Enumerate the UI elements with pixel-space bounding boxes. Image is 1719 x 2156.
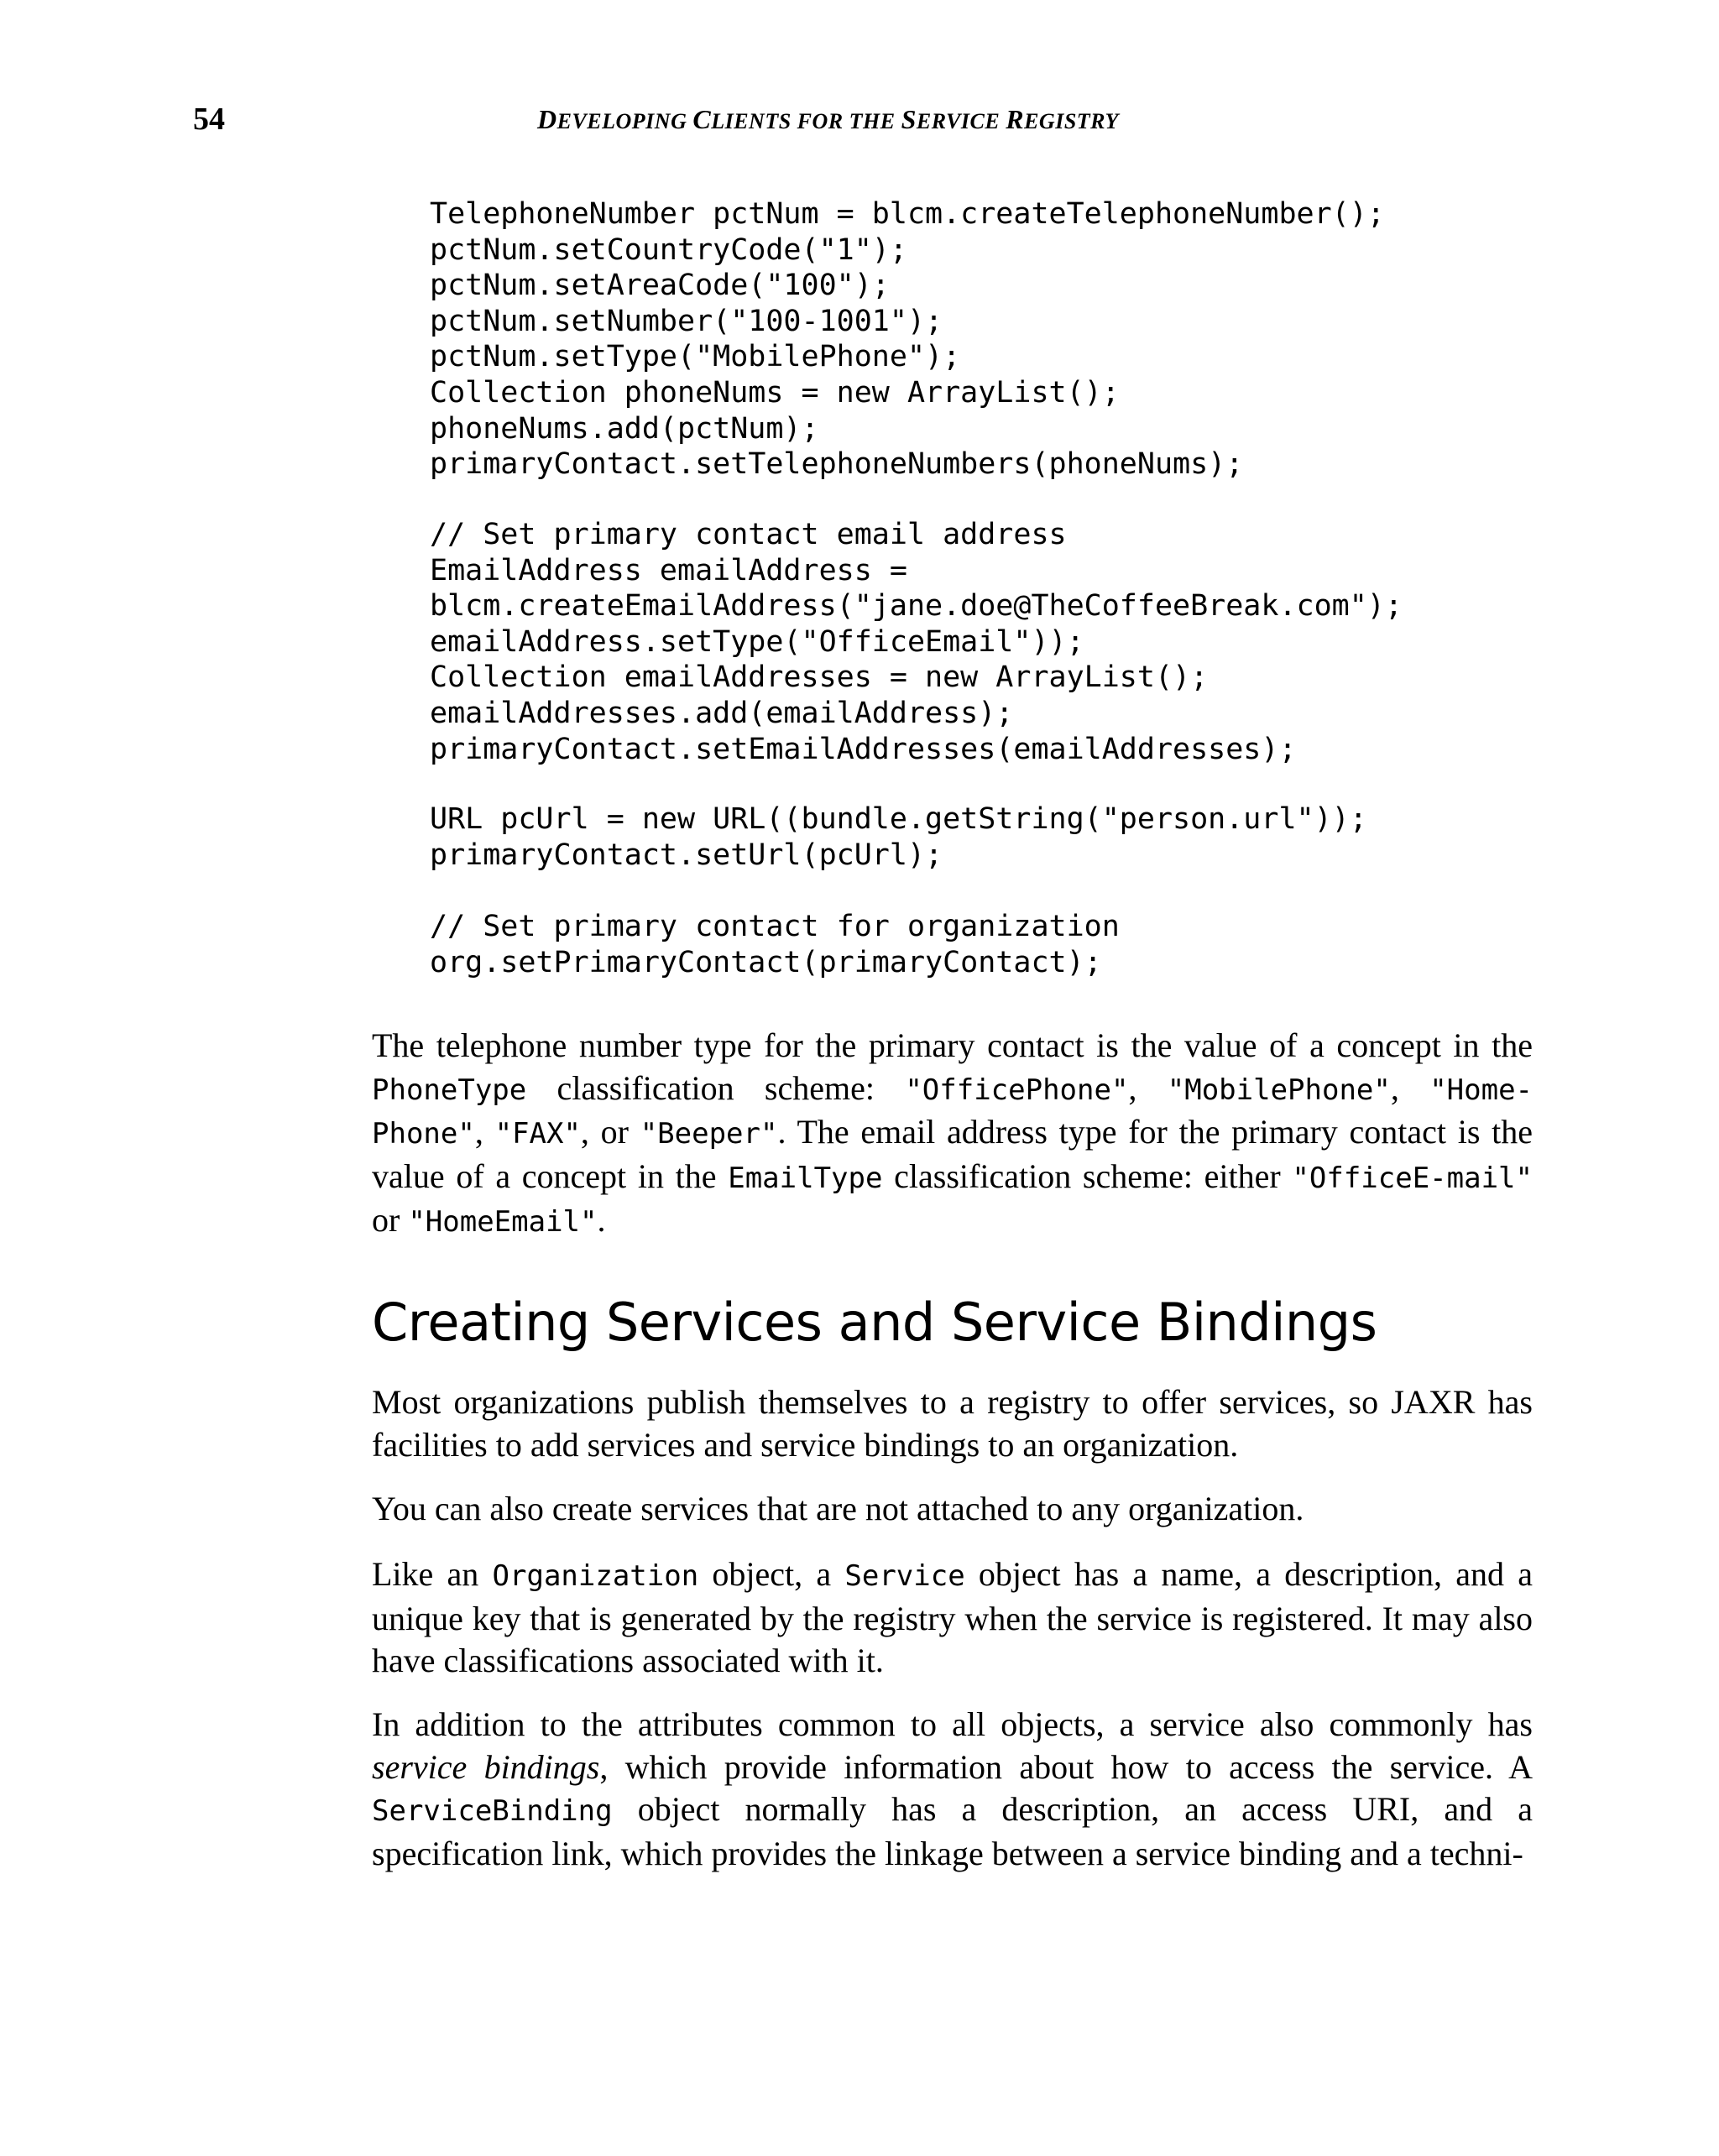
code-line: URL pcUrl = new URL((bundle.getString("person.url"));	[430, 802, 1367, 836]
text-run: classification scheme:	[526, 1068, 906, 1107]
section-paragraph-1: Most organizations publish themselves to a registry to offer services, so JAXR has facilities to add services and service bindings to an organization.	[372, 1383, 1533, 1464]
code-term: "Beeper"	[640, 1117, 778, 1151]
text-run: classification scheme: either	[882, 1156, 1293, 1195]
section-paragraph-4	[372, 1704, 1533, 1875]
emphasis-term: service bindings	[372, 1747, 600, 1786]
code-line: // Set primary contact email address	[430, 518, 1067, 551]
section-paragraph-2: You can also create services that are not attached to any organization.	[372, 1490, 1304, 1527]
running-header-part: LIENTS FOR THE	[711, 109, 901, 133]
code-line: Collection emailAddresses = new ArrayList();	[430, 660, 1209, 695]
code-term: Organization	[492, 1559, 699, 1593]
text-run: object, a	[698, 1555, 845, 1593]
code-line: blcm.createEmailAddress("jane.doe@TheCoffeeBreak.com");	[430, 589, 1403, 624]
text-run: object normally has a description, an access URI, and a specification link, which provides the linkage between a service binding and a techni-	[372, 1790, 1533, 1872]
running-header-part: EVELOPING	[556, 109, 693, 133]
running-header-part: ERVICE	[916, 109, 1006, 133]
code-line: pctNum.setNumber("100-1001");	[430, 304, 943, 338]
code-line: TelephoneNumber pctNum = blcm.createTelephoneNumber();	[430, 197, 1385, 231]
text-run: In addition to the attributes common to all objects, a service also commonly has	[372, 1705, 1533, 1743]
code-term: "Home-Phone"	[372, 1073, 1534, 1151]
code-term: "MobilePhone"	[1167, 1073, 1391, 1107]
text-run: , or	[580, 1113, 640, 1151]
code-term: "HomeEmail"	[408, 1205, 598, 1239]
code-term: PhoneType	[372, 1073, 527, 1107]
code-line: phoneNums.add(pctNum);	[430, 411, 819, 446]
running-header-part: D	[537, 104, 557, 134]
code-term: Service	[844, 1559, 965, 1593]
code-term: EmailType	[728, 1161, 883, 1195]
running-header-part: C	[692, 104, 712, 134]
section-paragraph-3	[372, 1553, 1533, 1683]
text-run: ,	[474, 1113, 495, 1151]
code-term: "FAX"	[494, 1117, 581, 1151]
text-run: object has a name, a description, and a unique key that is generated by the registry when the service is registered. It may also have classifications associated with it.	[372, 1555, 1533, 1679]
running-header-part: EGISTRY	[1024, 109, 1119, 133]
code-line: emailAddresses.add(emailAddress);	[430, 696, 1014, 730]
text-run: Like an	[372, 1555, 493, 1593]
code-line: primaryContact.setEmailAddresses(emailAddresses);	[430, 732, 1297, 766]
text-run: , which provide information about how to access the service. A	[599, 1747, 1533, 1786]
text-run: . The email address type for the primary contact is the value of a concept in the	[372, 1113, 1534, 1195]
code-line: pctNum.setCountryCode("1");	[430, 232, 907, 267]
code-block-telephone	[430, 196, 1385, 483]
code-line: Collection phoneNums = new ArrayList();	[430, 375, 1120, 410]
code-line: org.setPrimaryContact(primaryContact);	[430, 945, 1102, 979]
running-header-part: S	[901, 104, 917, 134]
phone-type-paragraph	[372, 1025, 1533, 1244]
code-line: pctNum.setType("MobilePhone");	[430, 340, 961, 374]
code-term: "OfficeE-mail"	[1292, 1161, 1533, 1195]
text-run: The telephone number type for the primary contact is the value of a concept in the	[372, 1026, 1533, 1064]
running-header	[537, 102, 1209, 138]
text-run: or	[372, 1201, 409, 1239]
code-line: // Set primary contact for organization	[430, 910, 1120, 943]
code-block-primary-contact	[430, 909, 1120, 980]
page-number: 54	[193, 102, 225, 137]
code-line: emailAddress.setType("OfficeEmail"));	[430, 624, 1084, 659]
code-line: EmailAddress emailAddress =	[430, 553, 907, 587]
code-line: primaryContact.setUrl(pcUrl);	[430, 838, 943, 872]
code-block-url	[430, 801, 1367, 873]
section-heading: Creating Services and Service Bindings	[372, 1292, 1377, 1353]
text-run: .	[597, 1201, 606, 1239]
code-line: primaryContact.setTelephoneNumbers(phoneNums);	[430, 447, 1244, 482]
code-block-email	[430, 517, 1403, 767]
text-run: ,	[1390, 1068, 1430, 1107]
text-run: ,	[1128, 1068, 1168, 1107]
running-header-part: R	[1006, 104, 1025, 134]
code-term: "OfficePhone"	[905, 1073, 1129, 1107]
code-term: ServiceBinding	[372, 1794, 613, 1828]
code-line: pctNum.setAreaCode("100");	[430, 269, 890, 303]
